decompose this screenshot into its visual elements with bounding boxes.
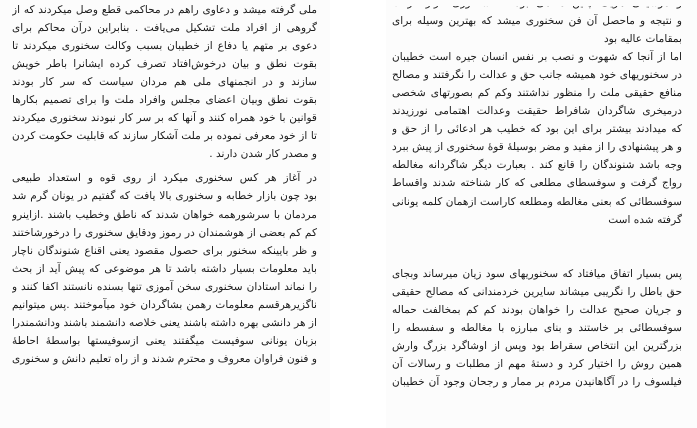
text-line: و نتیجه و ماحصل آن فن سخنوری میشد که بهترین وسیله برای (392, 15, 682, 28)
right-page-top-text (392, 0, 682, 229)
text-line: دعوی بر متهم یا دفاع از خطیبان بسبب وکالت سخنوری میکردند تا (12, 40, 317, 53)
text-line: و جریان صحیح عدالت را خواهان بودند کم کم بمخالفت حماله (392, 304, 682, 317)
text-line: را نماند استادان سخنوری سخن آموزی تنها بسنده نانستند اکفا کنند و (12, 280, 317, 293)
text-line: رواج گرفت و سوفسطای مطلعی که کار شناخته شدند واقساط (392, 177, 682, 190)
text-line: سوفسطائی که بعنی مغالطه ومطلعه کاراست ازهمان کلمه یونانی (392, 195, 682, 208)
text-line: و ظر بایینکه سخنور برای حصول مقصود یعنی اقناع شنوندگان ناچار (12, 244, 317, 257)
text-line: در آغاز هر کس سخنوری میکرد از روی قوه و استعداد طبیعی (12, 172, 317, 185)
text-line: گرفته شده است (608, 213, 682, 226)
text-line: فیلسوف را در آگاهانیدن مردم بر ممار و رجحان وجود آن خطیبان (392, 376, 682, 389)
text-line: کم کم بعضی از هوشمندان در رموز ودقایق سخنوری را درخورشاختند (12, 226, 317, 239)
text-line: بقوت نطق وبیان اعضای مجلس وافراد ملت وا برای تصمیم بکارها (12, 94, 317, 107)
text-line: پس بسیار اتفاق میافتاد که سخنوریهای سود زیان میرساند وبجای (392, 268, 682, 280)
text-line: گروهی از افراد ملت تشکیل می‌یافت . بنابراین درآن محاکم برای (12, 22, 317, 35)
text-line: در سخنوریهای خود همیشه جانب حق و عدالت را نگرفتند و مصالح (392, 69, 682, 82)
text-line: باید معلومات بسیار داشته باشد تا هر موضوعی که پیش آید از بحث (12, 262, 317, 275)
text-line: بزرگترین این انتخاص سقراط بود وپس از اوشاگرد بزرگ وارش (392, 340, 682, 353)
text-line: و فنون فراوان معروف و محترم شدند و از راه تعلیم دانش و سخنوری (12, 352, 317, 365)
left-page-text (12, 1, 317, 368)
text-line: از هر دانشی بهره داشته باشند یعنی خلاصه دانشمند باشند ودانشمندرا (12, 316, 317, 329)
text-line: منافع حقیقی ملت را منظور نداشتند وکم کم بصورتهای شخصی (392, 87, 682, 100)
text-line: بمقامات عالیه بود (603, 33, 682, 46)
text-line: قوانین با خود همراه کنند و آنها که بر سر کار نبودند سخنوری میکردند (12, 112, 317, 125)
text-line: بقوت نطق و بیان درخوش‌افتاد تصرف کرده ایشانرا باطر خویش (12, 58, 317, 71)
text-line: ملی گرفته میشد و دعاوی راهم در محاکمی قطع وصل میکردند که از (12, 4, 317, 16)
text-line: همین روش را اختیار کرد و دستهٔ مهم از مطلبات و رسالات آن (392, 358, 682, 371)
text-line: و هر پیشنهادی را از مفید و مضر بوسیلهٔ قوهٔ سخنوری از پیش ببرد (392, 141, 682, 154)
text-line: بود چون بازار خطابه و سخنوری بالا یافت که گفتیم در یونان گرم شد (12, 190, 317, 203)
text-line: که میدادند بیشتر برای این بود که خطیب هر ادعائی را از حق و (392, 123, 682, 136)
text-line: سازند و در انجمنهای ملی هم مردان سیاست که سر کار بودند (12, 76, 317, 89)
text-line: حق باطل را نگریبی میشاند سایرین خردمندانی که مصالح حقیقی (392, 286, 682, 299)
page-gutter (330, 0, 386, 428)
text-line: درمیخری شاگردان شافراط حقیقت وعدالت اهتمامی نورزیدند (392, 105, 682, 118)
text-line: تا از خود معرفی نموده بر ملت آشکار سازند که قابلیت حکومت کردن (12, 130, 317, 143)
page-crop-edge (386, 0, 697, 6)
text-line: بزبان یونانی سوفیست میگفتند یعنی ازسوفیستها بواسطهٔ احاطهٔ (12, 334, 317, 347)
text-line: مردمان با سرشورهمه خواهان شدند که ناطق وخطیب باشند .ازاینرو (12, 208, 317, 221)
right-page-bottom-text (392, 265, 682, 391)
text-line: وجه باشد شنوندگان را قانع کند . بعبارت دیگر شاگردانه مغالطه (392, 159, 682, 172)
right-page (386, 0, 697, 428)
text-line: ناگزیرهرقسم معلومات رهمن بشاگردان خود میآموختند .پس میتوانیم (12, 298, 317, 311)
text-line: سوفسطائی بر خاستند و بنای مبارزه با مغالطه و سفسطه را (392, 322, 682, 335)
left-page (0, 0, 330, 428)
text-line: و مصدر کار شدن دارند . (209, 148, 317, 161)
text-line: اما از آنجا که شهوت و نصب بر نفس انسان جیره است خطیبان (392, 51, 682, 64)
